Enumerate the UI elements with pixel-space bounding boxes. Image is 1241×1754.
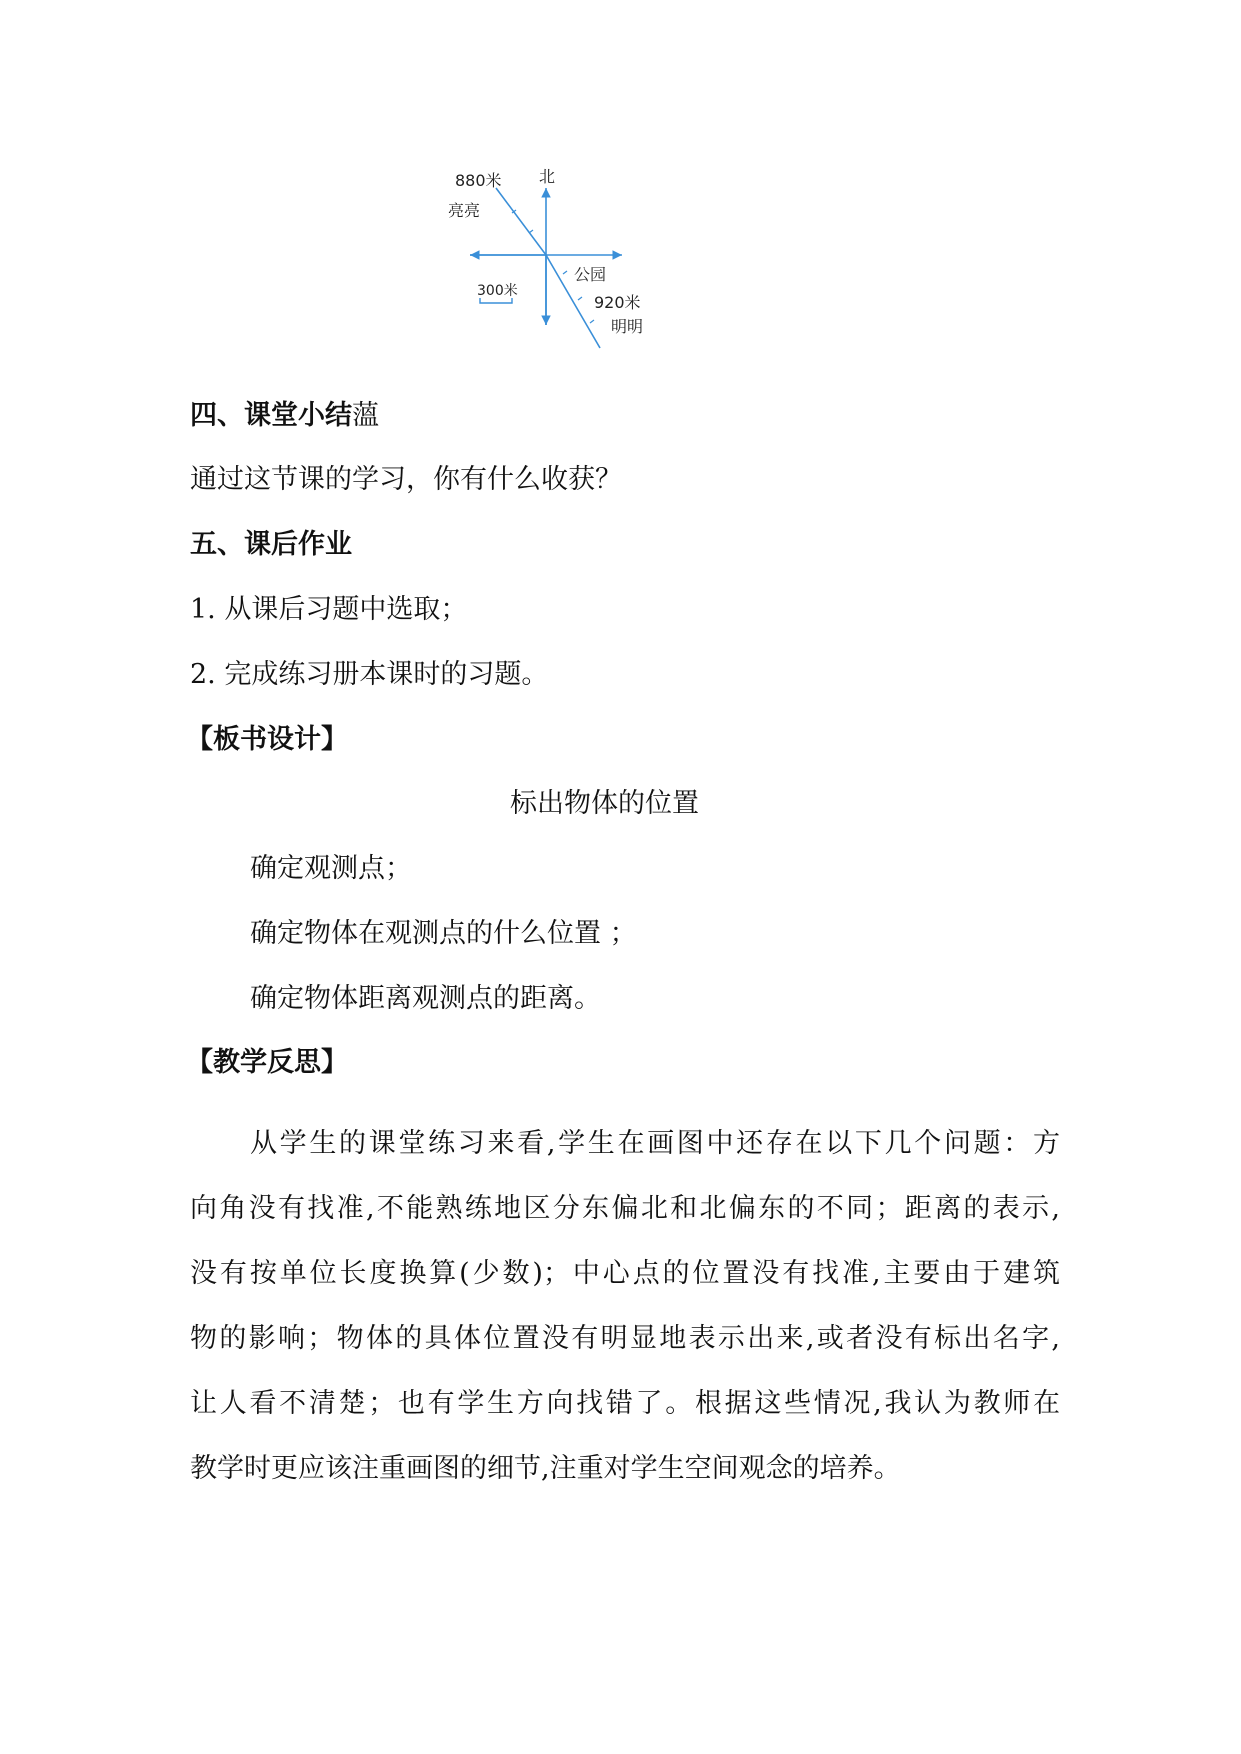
reflection-row: 物的影响；物体的具体位置没有明显地表示出来,或者没有标出名字,: [190, 1323, 1060, 1354]
board-line: 确定物体在观测点的什么位置 ；: [250, 918, 637, 949]
tick-mark: [529, 230, 533, 233]
park-label: 公园: [574, 265, 607, 284]
reflection-row: 教学时更应该注重画图的细节,注重对学生空间观念的培养。: [190, 1453, 901, 1484]
homework-item: 2. 完成练习册本课时的习题。: [190, 659, 549, 690]
reflection-row: 让人看不清楚；也有学生方向找错了。根据这些情况,我认为教师在: [190, 1388, 1060, 1419]
distance-920-label: 920米: [594, 293, 641, 312]
board-line: 确定物体距离观测点的距离。: [250, 983, 601, 1014]
distance-880-label: 880米: [455, 171, 502, 190]
reflection-row: 没有按单位长度换算(少数)；中心点的位置没有找准,主要由于建筑: [190, 1258, 1060, 1289]
board-title: 标出物体的位置: [510, 788, 699, 819]
section4-title: 四、课堂小结: [190, 400, 352, 431]
tick-mark: [578, 297, 582, 300]
section4-trailing-char: 薀: [352, 400, 379, 431]
tick-mark: [563, 271, 567, 274]
north-label: 北: [539, 167, 556, 186]
board-line: 确定观测点；: [250, 853, 412, 884]
board-heading: 【板书设计】: [186, 724, 348, 755]
tick-mark: [590, 320, 594, 323]
reflection-row: 向角没有找准,不能熟练地区分东偏北和北偏东的不同；距离的表示,: [190, 1193, 1060, 1224]
scale-label: 300米: [477, 283, 518, 299]
summary-question: 通过这节课的学习，你有什么收获？: [190, 464, 622, 495]
reflection-heading: 【教学反思】: [186, 1047, 348, 1078]
section5-heading: 五、课后作业: [190, 529, 352, 560]
position-diagram: [440, 160, 740, 400]
homework-item: 1. 从课后习题中选取；: [190, 594, 468, 625]
reflection-row: 从学生的课堂练习来看,学生在画图中还存在以下几个问题：方: [250, 1128, 1060, 1159]
liangliang-label: 亮亮: [448, 201, 481, 220]
section4-heading: [190, 402, 379, 429]
mingming-label: 明明: [611, 317, 644, 336]
line-to-liangliang: [496, 188, 546, 255]
reflection-paragraph: [190, 1111, 1060, 1501]
